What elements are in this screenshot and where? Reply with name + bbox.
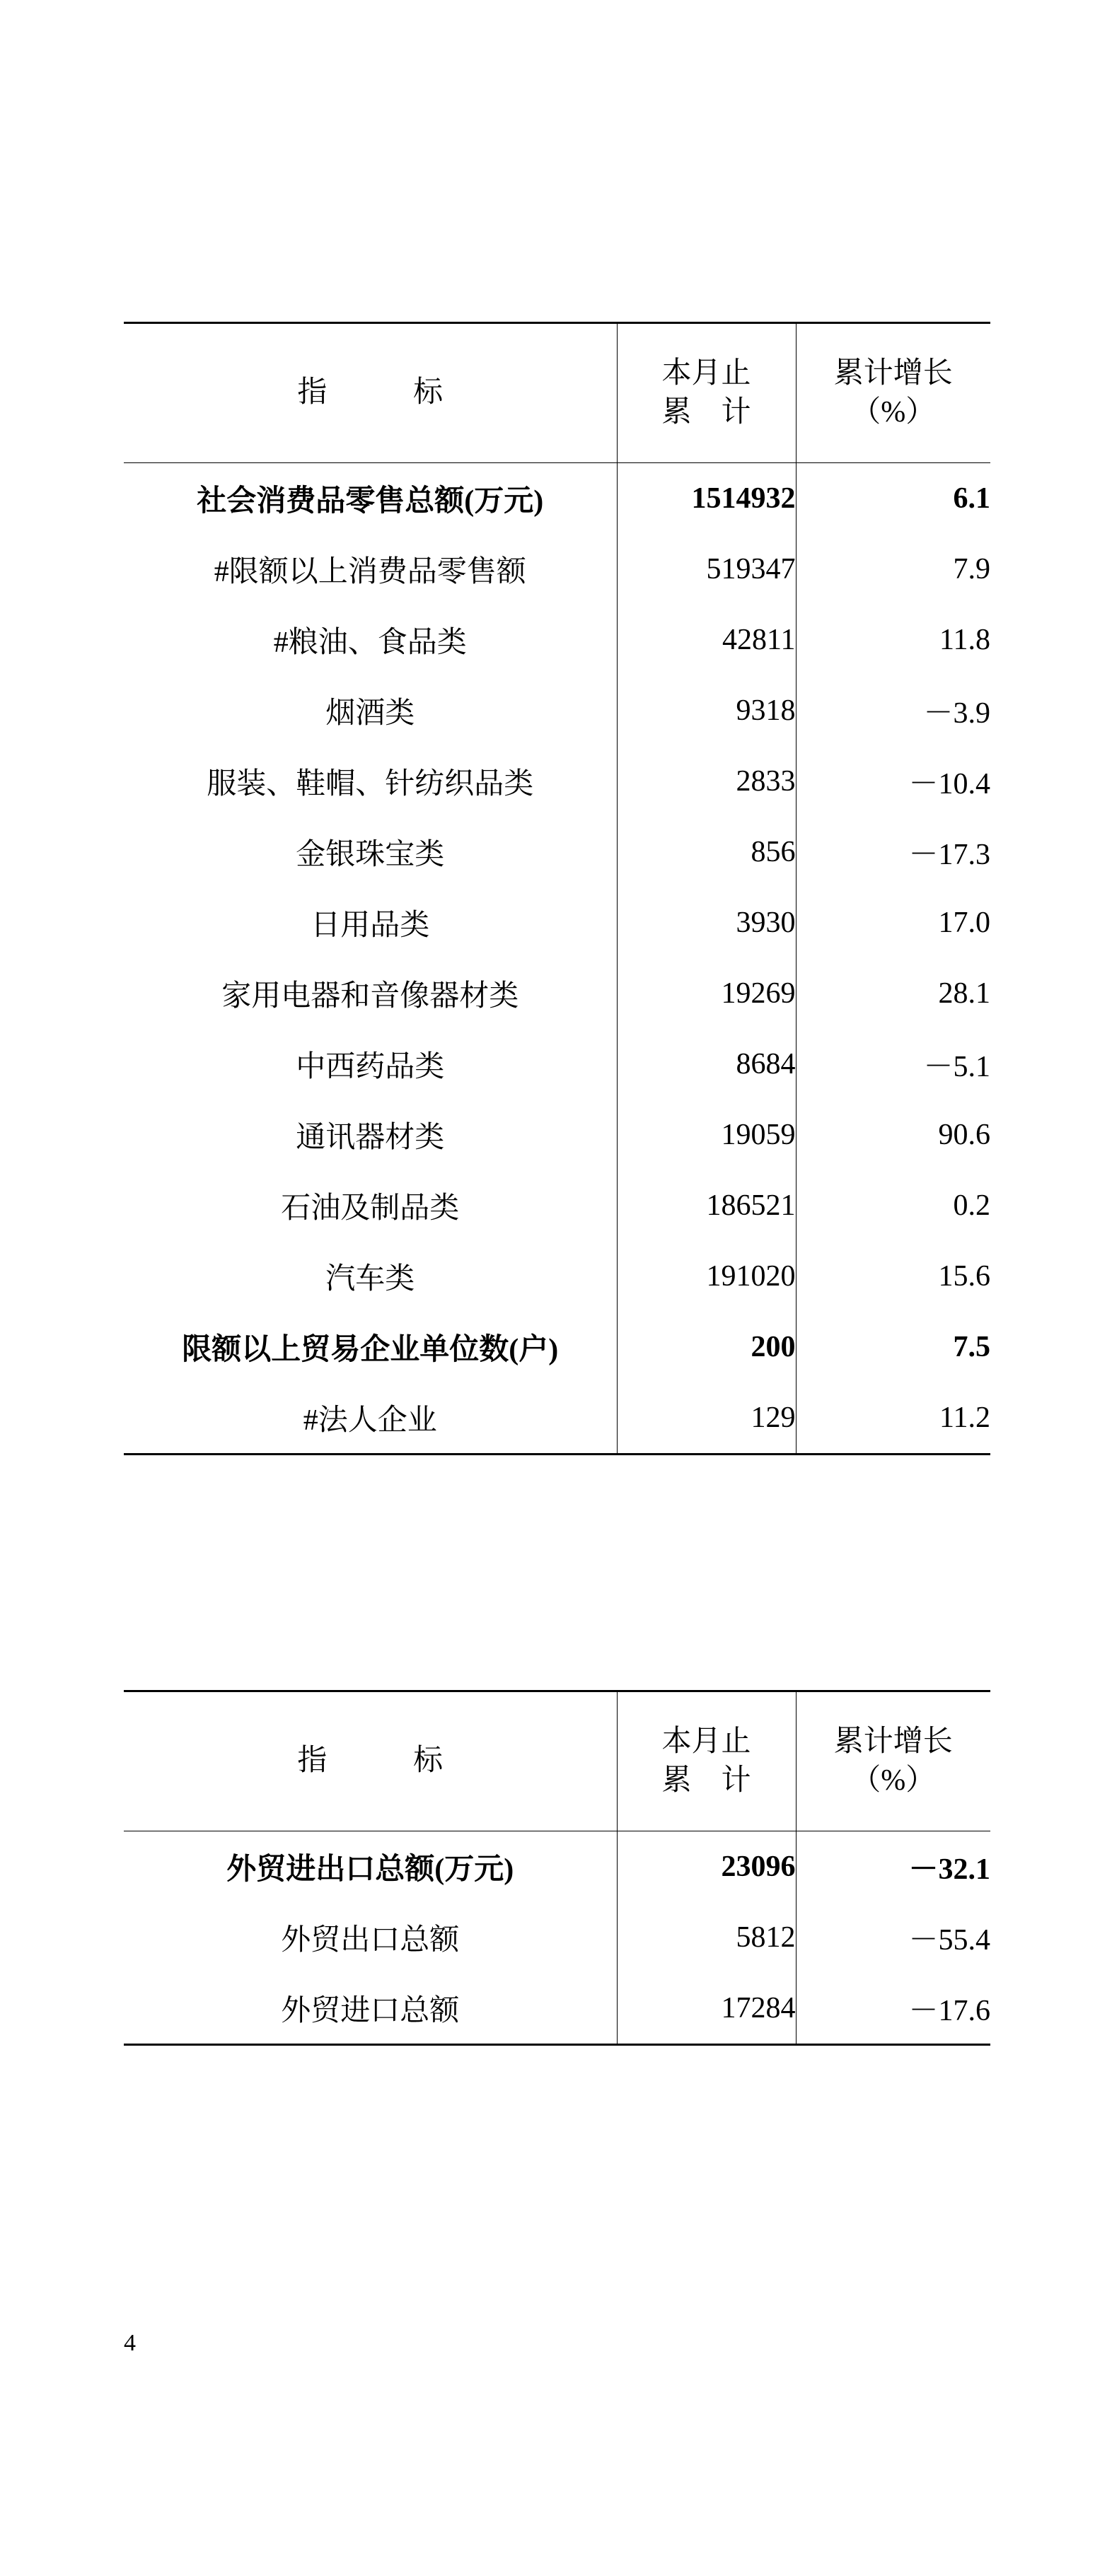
header-growth [796,1691,990,1831]
row-value: 19269 [617,958,796,1029]
header-growth-line2: （%） [851,1764,936,1797]
header-growth-line1: 累计增长 [833,356,953,390]
row-value: 5812 [617,1902,796,1973]
row-growth: 17.0 [796,887,990,958]
retail-trade-table [124,322,990,1455]
row-growth: 7.9 [796,534,990,605]
row-value: 856 [617,817,796,887]
table-row [124,887,990,958]
table-row [124,1973,990,2045]
row-label: 外贸出口总额 [281,1924,460,1957]
table-row [124,1100,990,1170]
table-row [124,1902,990,1973]
header-cumulative-line2: 累 计 [661,396,751,429]
table-row [124,1382,990,1455]
row-label: 汽车类 [325,1263,415,1295]
row-label: 外贸进口总额 [124,1973,617,2045]
table-row [124,463,990,535]
row-growth: －10.4 [796,746,990,817]
row-label: #限额以上消费品零售额 [214,556,526,588]
table-row [124,817,990,887]
row-value: 9318 [617,675,796,746]
row-value: 3930 [617,887,796,958]
table-row [124,1831,990,1903]
row-growth: －17.3 [796,817,990,887]
foreign-trade-table [124,1690,990,2046]
row-label: 社会消费品零售总额(万元) [124,463,617,535]
header-growth [796,323,990,463]
row-value: 23096 [617,1831,796,1903]
row-label: 金银珠宝类 [296,839,445,871]
row-value: 1514932 [617,463,796,535]
row-growth: 11.2 [796,1382,990,1455]
row-label: 日用品类 [311,909,430,942]
table-header-row [124,1691,990,1831]
header-indicator: 指 标 [124,323,617,463]
row-label: #法人企业 [124,1382,617,1455]
row-label: 服装、鞋帽、针纺织品类 [207,768,534,800]
row-growth: 0.2 [796,1170,990,1241]
table-row [124,1170,990,1241]
stat-table [124,322,990,1455]
row-growth: －32.1 [796,1831,990,1903]
row-value: 2833 [617,746,796,817]
table-row [124,675,990,746]
row-growth: －55.4 [796,1902,990,1973]
table-row [124,605,990,675]
row-value: 519347 [617,534,796,605]
row-label: 石油及制品类 [281,1192,460,1225]
table-header-row [124,323,990,463]
row-growth: 28.1 [796,958,990,1029]
row-growth: －17.6 [796,1973,990,2045]
row-growth: 90.6 [796,1100,990,1170]
row-value: 42811 [617,605,796,675]
row-label: #粮油、食品类 [273,626,467,659]
row-value: 191020 [617,1241,796,1312]
row-growth: －5.1 [796,1029,990,1100]
row-label: 限额以上贸易企业单位数(户) [182,1334,559,1366]
stat-table [124,1690,990,2046]
row-label: 中西药品类 [296,1051,445,1083]
row-growth: 6.1 [796,463,990,535]
header-growth-line2: （%） [851,396,936,429]
page-number: 4 [124,2330,136,2356]
table-row [124,1241,990,1312]
table-row [124,534,990,605]
row-label: 烟酒类 [325,697,415,730]
header-indicator: 指 标 [124,1691,617,1831]
header-growth-line1: 累计增长 [833,1725,953,1758]
table-row [124,958,990,1029]
table-row [124,1312,990,1382]
row-label: 家用电器和音像器材类 [221,980,519,1013]
row-value: 186521 [617,1170,796,1241]
row-growth: 11.8 [796,605,990,675]
row-value: 200 [617,1312,796,1382]
header-cumulative-line2: 累 计 [661,1764,751,1797]
row-growth: 15.6 [796,1241,990,1312]
row-label: 外贸进出口总额(万元) [124,1831,617,1903]
row-label: 通讯器材类 [296,1121,445,1154]
row-value: 17284 [617,1973,796,2045]
row-value: 19059 [617,1100,796,1170]
table-row [124,746,990,817]
row-growth: －3.9 [796,675,990,746]
row-value: 8684 [617,1029,796,1100]
header-cumulative-line1: 本月止 [661,1725,751,1758]
table-row [124,1029,990,1100]
header-cumulative [617,323,796,463]
header-cumulative-line1: 本月止 [661,356,751,390]
row-value: 129 [617,1382,796,1455]
row-growth: 7.5 [796,1312,990,1382]
header-cumulative [617,1691,796,1831]
